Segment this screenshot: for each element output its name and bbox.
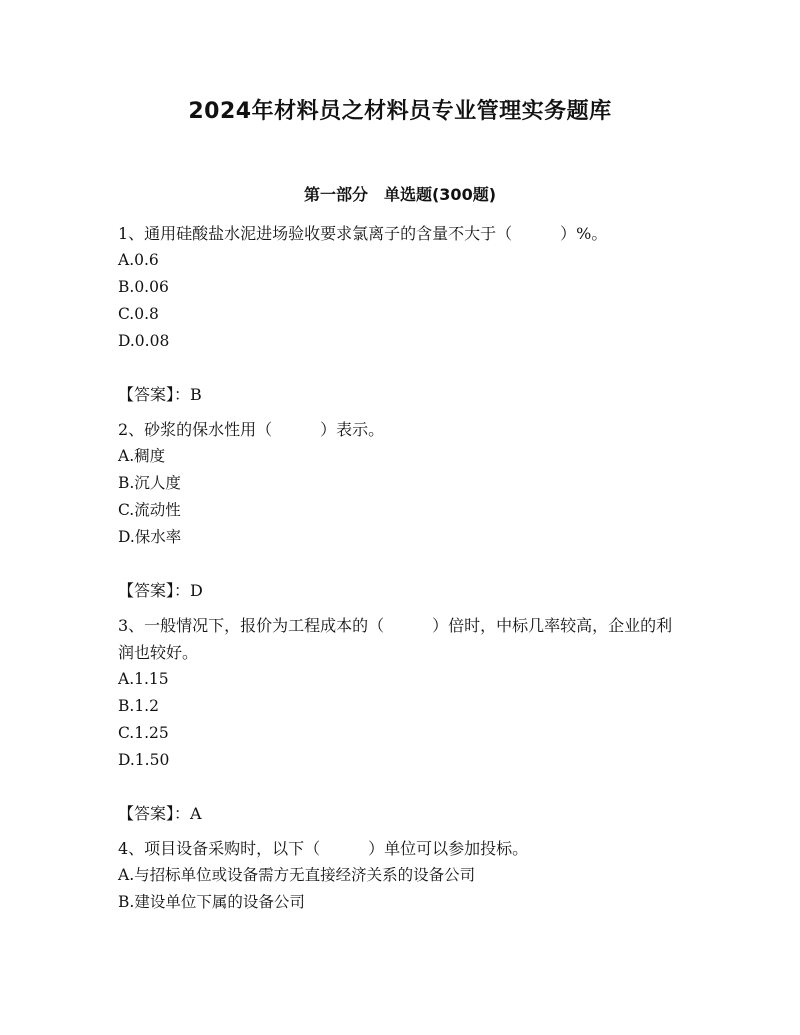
option-a: A.1.15	[118, 670, 169, 688]
question-4	[118, 835, 688, 916]
question-3	[118, 612, 688, 827]
option-c: C.流动性	[118, 501, 181, 519]
option-a: A.0.6	[118, 251, 159, 269]
option-a: A.稠度	[118, 447, 166, 465]
option-d: D.0.08	[118, 332, 170, 350]
answer-line: 【答案】：B	[118, 385, 202, 404]
answer-line: 【答案】：D	[118, 581, 203, 600]
question-text: 2、砂浆的保水性用（ ）表示。	[118, 420, 385, 439]
question-text: 4、项目设备采购时，以下（ ）单位可以参加投标。	[118, 839, 529, 858]
question-text: 1、通用硅酸盐水泥进场验收要求氯离子的含量不大于（ ）%。	[118, 224, 608, 243]
section-heading: 第一部分 单选题(300题)	[303, 185, 497, 204]
option-c: C.0.8	[118, 305, 159, 323]
question-1	[118, 220, 688, 408]
option-b: B.1.2	[118, 697, 159, 715]
option-d: D.1.50	[118, 751, 170, 769]
question-text: 3、一般情况下，报价为工程成本的（ ）倍时，中标几率较高，企业的利润也较好。	[118, 616, 673, 662]
answer-line: 【答案】：A	[118, 804, 202, 823]
option-b: B.0.06	[118, 278, 169, 296]
option-b: B.沉人度	[118, 474, 181, 492]
option-a: A.与招标单位或设备需方无直接经济关系的设备公司	[118, 866, 476, 884]
document-title: 2024年材料员之材料员专业管理实务题库	[188, 99, 612, 124]
question-2	[118, 416, 688, 604]
option-b: B.建设单位下属的设备公司	[118, 893, 305, 911]
option-c: C.1.25	[118, 724, 169, 742]
question-list	[118, 220, 688, 916]
option-d: D.保水率	[118, 528, 182, 546]
